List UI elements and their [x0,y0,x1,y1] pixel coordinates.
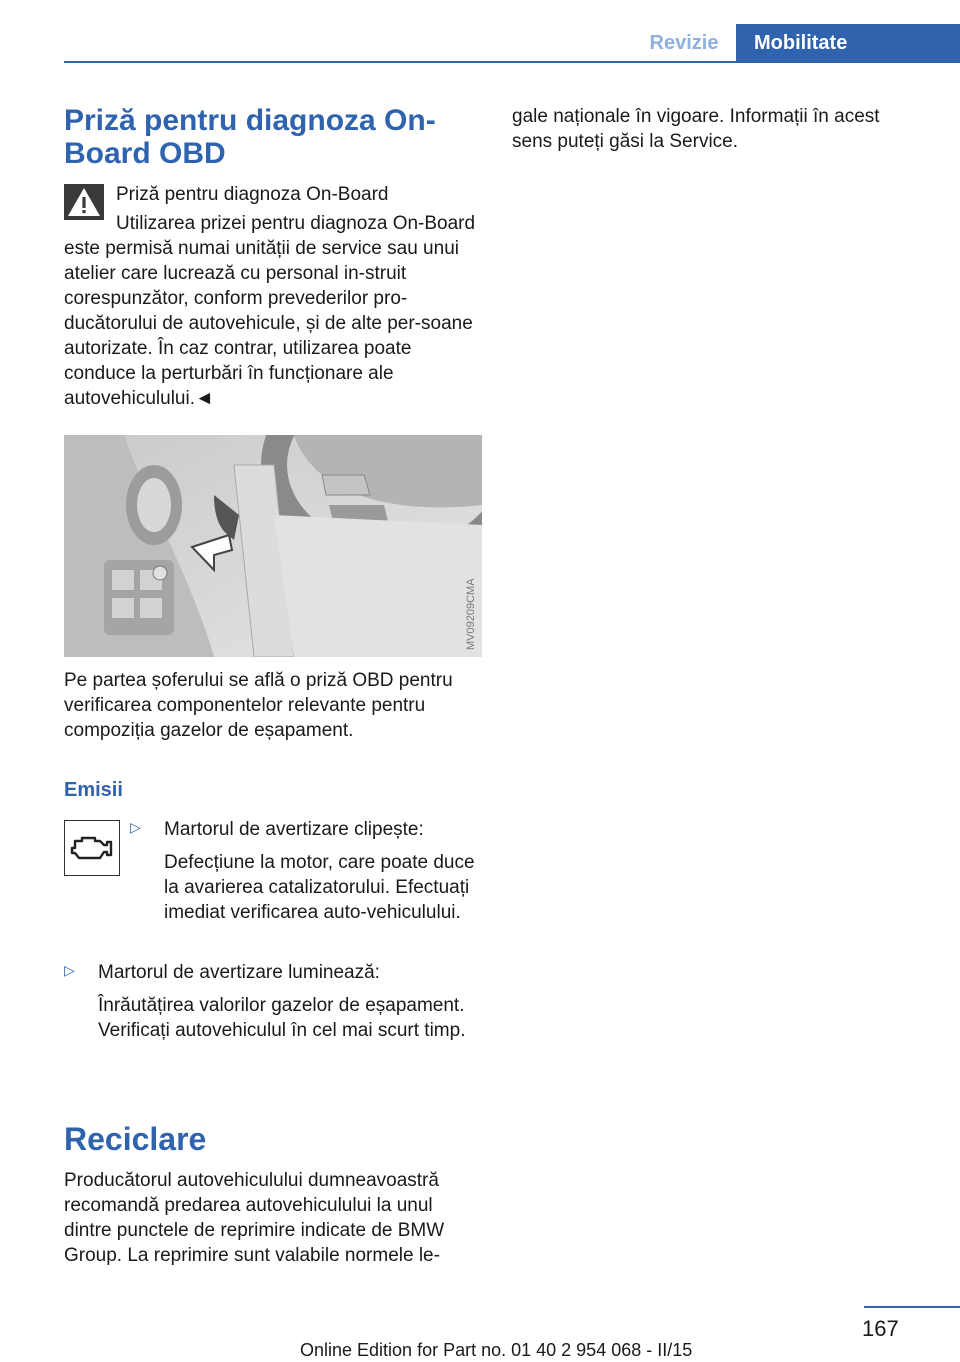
footer-rule [864,1306,960,1308]
section-title-reciclare: Reciclare [64,1121,207,1157]
obd-location-photo [64,435,482,657]
tab-revizie[interactable]: Revizie [649,31,719,54]
list-item-body: Defecțiune la motor, care poate duce la avarierea catalizatorului. Efectuați imediat verificarea auto-vehiculului. [164,852,475,923]
list-item-heading: Martorul de avertizare luminează: [98,962,380,983]
bullet-icon: ▷ [130,819,141,835]
obd-description: Pe partea șoferului se află o priză OBD pentru verificarea componentelor relevante pentru compoziția gazelor de eșapament. [64,670,453,741]
header-rule [64,61,960,63]
section-title-emisii: Emisii [64,779,123,801]
list-item-emisii-1 [130,817,482,925]
tab-mobilitate[interactable]: Mobilitate [736,24,960,62]
title-line-1: Priză pentru diagnoza On- [64,104,436,137]
warning-title: Priză pentru diagnoza On-Board [116,184,389,205]
bullet-icon: ▷ [64,962,75,978]
obd-section [64,104,482,411]
photo-code: MV09209CMA [465,578,477,650]
warning-block [64,182,482,411]
reciclare-text-left: Producătorul autovehiculului dumneavoastră recomandă predarea autovehiculului la unul dintre punctele de reprimire indicate de BMW Group. La reprimire sunt valabile normele le- [64,1170,445,1266]
list-item-body: Înrăutățirea valorilor gazelor de eșapament. Verificați autovehiculul în cel mai scurt timp. [98,995,466,1041]
title-line-2: Board OBD [64,137,226,170]
warning-triangle-icon [64,184,104,220]
reciclare-text-right: gale naționale în vigoare. Informații în acest sens puteți găsi la Service. [512,106,880,152]
warning-text: Utilizarea prizei pentru diagnoza On-Board este permisă numai unității de service sau unui atelier care lucrează cu personal in-struit corespunzător, conform prevederilor pro-ducătorului de autovehicule, și de alte per-soane autorizate. În caz contrar, utilizarea poate conduce la perturbări în funcționare ale autovehiculului.◄ [64,213,476,409]
right-column [512,104,912,154]
list-item-emisii-2 [64,960,482,1043]
section-title-obd [64,104,482,170]
check-engine-icon [64,820,120,876]
page-number: 167 [862,1316,899,1341]
list-item-heading: Martorul de avertizare clipește: [164,819,424,840]
edition-note: Online Edition for Part no. 01 40 2 954 068 - II/15 [300,1340,693,1360]
